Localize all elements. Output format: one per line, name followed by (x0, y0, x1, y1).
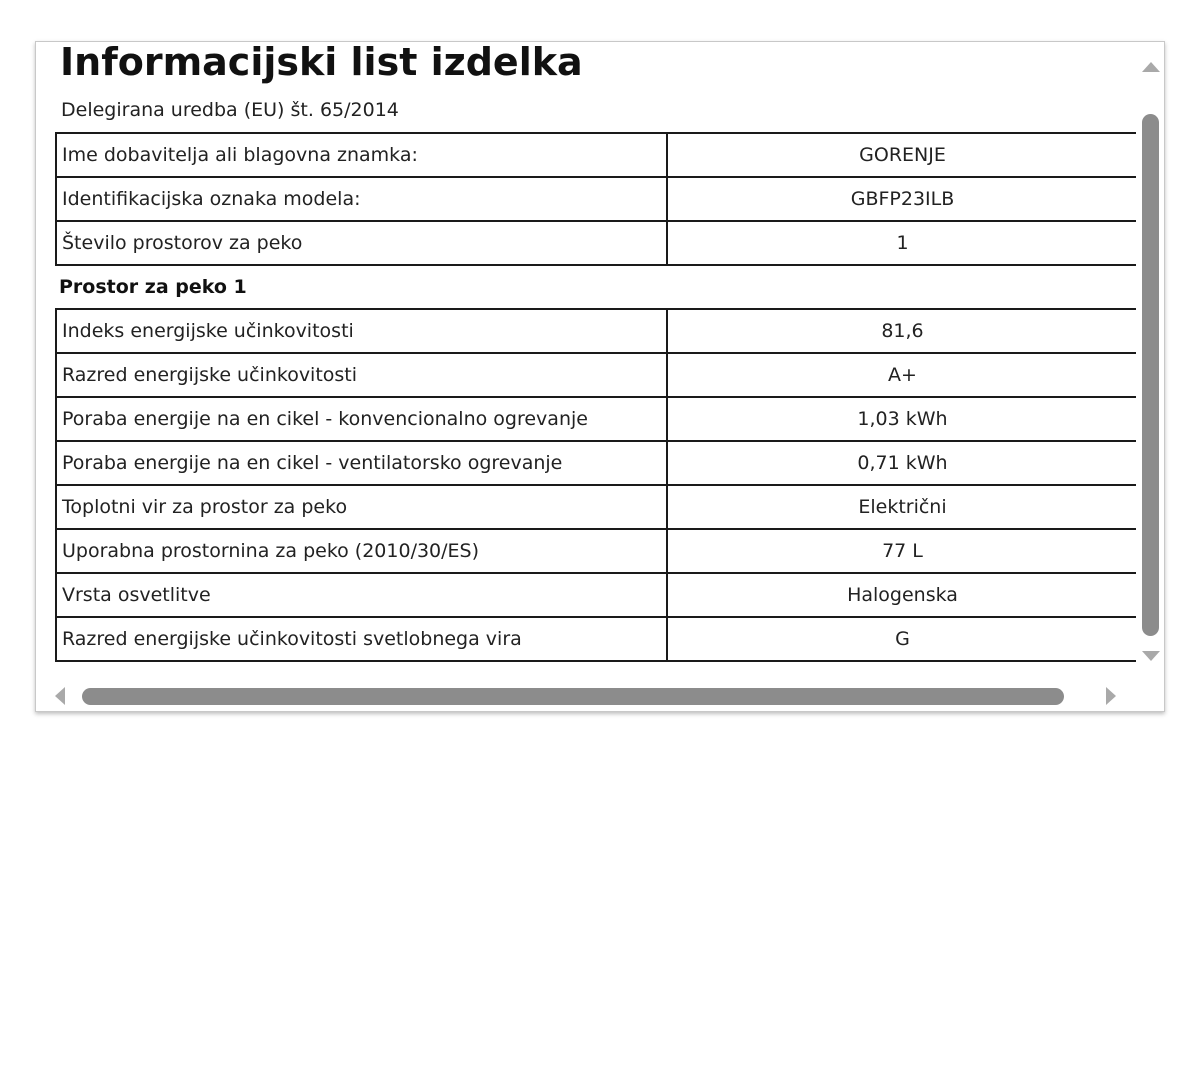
row-label: Identifikacijska oznaka modela: (56, 177, 667, 221)
row-value: GBFP23ILB (667, 177, 1136, 221)
row-label: Število prostorov za peko (56, 221, 667, 265)
section-row (56, 265, 1136, 309)
row-value: GORENJE (667, 133, 1136, 177)
scroll-viewport[interactable] (36, 42, 1136, 677)
vertical-scroll-thumb[interactable] (1142, 114, 1159, 636)
row-label: Poraba energije na en cikel - ventilatorsko ogrevanje (56, 441, 667, 485)
sheet-subtitle: Delegirana uredba (EU) št. 65/2014 (61, 99, 399, 121)
row-label: Razred energijske učinkovitosti (56, 353, 667, 397)
table-row (56, 529, 1136, 573)
section-heading: Prostor za peko 1 (59, 276, 247, 298)
sheet-title: Informacijski list izdelka (60, 42, 583, 84)
table-row (56, 617, 1136, 661)
row-value: A+ (667, 353, 1136, 397)
sheet-content (55, 42, 1136, 662)
row-label: Uporabna prostornina za peko (2010/30/ES) (56, 529, 667, 573)
row-value: 77 L (667, 529, 1136, 573)
row-label: Toplotni vir za prostor za peko (56, 485, 667, 529)
row-label: Indeks energijske učinkovitosti (56, 309, 667, 353)
spec-table (55, 132, 1136, 662)
row-label: Razred energijske učinkovitosti svetlobnega vira (56, 617, 667, 661)
table-row (56, 133, 1136, 177)
vertical-scrollbar[interactable] (1136, 42, 1165, 677)
table-row (56, 353, 1136, 397)
scroll-right-arrow-icon[interactable] (1106, 687, 1116, 705)
product-info-panel (35, 41, 1165, 712)
horizontal-scrollbar[interactable] (36, 677, 1165, 712)
row-label: Ime dobavitelja ali blagovna znamka: (56, 133, 667, 177)
table-row (56, 221, 1136, 265)
scroll-left-arrow-icon[interactable] (55, 687, 65, 705)
table-row (56, 397, 1136, 441)
table-row (56, 177, 1136, 221)
row-value: Električni (667, 485, 1136, 529)
row-value: G (667, 617, 1136, 661)
row-label: Vrsta osvetlitve (56, 573, 667, 617)
table-row (56, 441, 1136, 485)
row-value: 1 (667, 221, 1136, 265)
row-label: Poraba energije na en cikel - konvencionalno ogrevanje (56, 397, 667, 441)
row-value: 81,6 (667, 309, 1136, 353)
table-row (56, 573, 1136, 617)
horizontal-scroll-thumb[interactable] (82, 688, 1064, 705)
scroll-down-arrow-icon[interactable] (1142, 651, 1160, 661)
table-row (56, 485, 1136, 529)
row-value: Halogenska (667, 573, 1136, 617)
row-value: 0,71 kWh (667, 441, 1136, 485)
scroll-up-arrow-icon[interactable] (1142, 62, 1160, 72)
table-row (56, 309, 1136, 353)
row-value: 1,03 kWh (667, 397, 1136, 441)
